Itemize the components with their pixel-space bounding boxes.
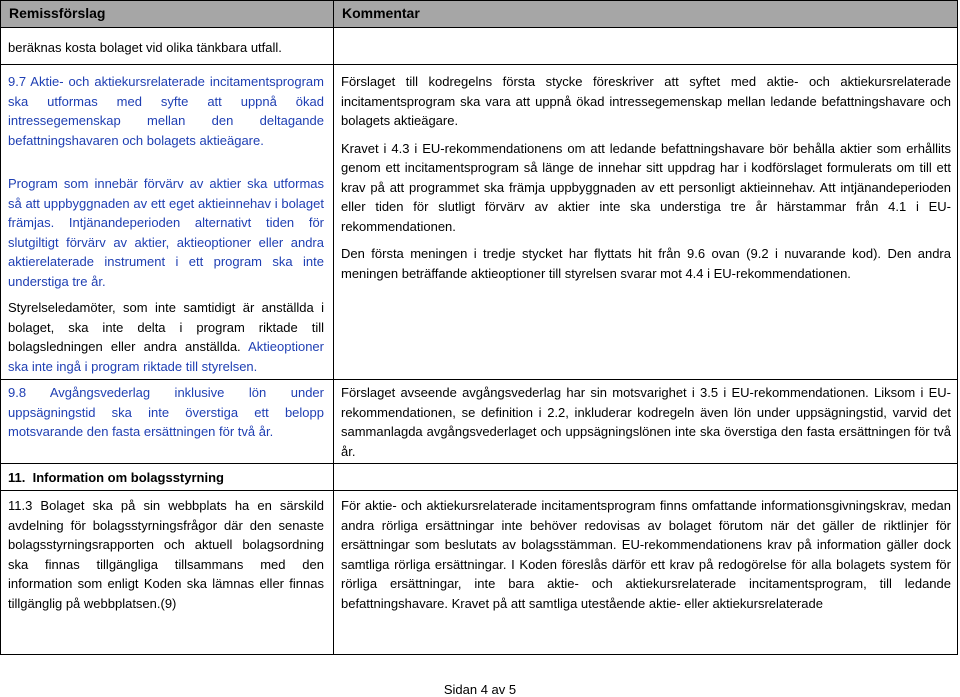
comment-9-7 [341, 72, 951, 283]
row1-left-text: beräknas kosta bolaget vid olika tänkbara utfall. [8, 40, 282, 55]
section-9-7-p2-added-2: Intjänandeperioden alternativt tiden för slutgiltigt förvärv av aktier, aktieoptioner eller andra aktierelaterade instrument i ett program ska inte understiga tre år. [8, 215, 324, 289]
section-9-7-paragraph-2 [8, 174, 324, 291]
row-divider [0, 490, 958, 491]
comment-9-7-paragraph-3: Den första meningen i tredje stycket har flyttats hit från 9.6 ovan (9.2 i nuvarande kod). Den andra meningen beträffande aktieoptioner till styrelsen svarar mot 4.4 i EU-rekommendationen. [341, 246, 951, 281]
comment-9-7-paragraph-1: Förslaget till kodregelns första stycke föreskriver att syftet med aktie- och aktiekursrelaterade incitamentsprogram ska vara att uppnå ökad intressegemenskap mellan ledande befattningshavare och bolagets aktieägare. [341, 74, 951, 128]
row-divider [0, 64, 958, 65]
section-9-7-text [8, 72, 324, 150]
table-border-left [0, 0, 1, 655]
row-divider [0, 463, 958, 464]
section-11-3-text: 11.3 Bolaget ska på sin webbplats ha en särskild avdelning för bolagsstyrningsfrågor där den senaste bolagsstyrningsrapporten och aktuell bolagsordning ska finnas tillgängliga tillsammans med den information som enligt Koden ska lämnas eller finnas tillgänglig på webbplatsen.(9) [8, 498, 324, 611]
section-9-8-text: 9.8 Avgångsvederlag inklusive lön under uppsägningstid ska inte överstiga ett belopp motsvarande den fasta ersättningen för två år. [8, 385, 324, 439]
header-kommentar: Kommentar [342, 5, 420, 21]
comment-11-3: För aktie- och aktiekursrelaterade incitamentsprogram finns omfattande informationsgivningskrav, medan andra rörliga ersättningar inte behöver redovisas av bolaget förutom när det gäller de riktlinjer för ersättningar som beslutats av bolagsstämman. EU-rekommendationens krav på information gäller dock samtliga rörliga ersättningar. I Koden föreslås därför ett krav på redogörelse för alla bolagets system för rörliga ersättningar, inte bara aktie- och aktiekursrelaterade incitamentsprogram, till ledande befattningshavare. Kravet på att samtliga utestående aktie- eller aktiekursrelaterade [341, 498, 951, 611]
section-9-7-paragraph-1: 9.7 Aktie- och aktiekursrelaterade incitamentsprogram ska utformas med syfte att uppnå ökad intressegemenskap mellan den deltagande befattningshavaren och bolagets aktieägare. [8, 74, 324, 148]
page-number: Sidan 4 av 5 [443, 682, 517, 697]
row-divider [0, 379, 958, 380]
section-9-7-p2-added: Program som innebär förvärv av aktier ska utformas så att uppbyggnaden av ett eget aktieinnehav i bolaget främjas. [8, 176, 324, 230]
column-divider [333, 0, 334, 655]
table-bottom-border [0, 654, 958, 655]
header-remissforslag: Remissförslag [9, 5, 106, 21]
section-9-7-p3-text: Styrelseledamöter, som inte samtidigt är anställda i bolaget, ska inte delta i program riktade till bolagsledningen eller andra anställda. [8, 300, 324, 354]
section-9-7-paragraph-3 [8, 298, 324, 376]
table-header [0, 0, 958, 28]
comment-9-7-paragraph-2: Kravet i 4.3 i EU-rekommendationens om att ledande befattningshavare bör behålla aktier som erhållits genom ett incitamentsprogram så länge de innehar sitt uppdrag har i kodförslaget formulerats om till ett krav på att programmet ska främja uppbyggnaden av ett personligt aktieinnehav. Att intjänandeperioden eller tiden för slutligt förvärv av aktier inte ska understiga tre år härstammar från 4.1 i EU-rekommendationen. [341, 140, 951, 234]
section-11-heading: 11. Information om bolagsstyrning [8, 470, 224, 485]
table-border-right [957, 0, 958, 655]
section-9-7-p3-added: Aktieoptioner ska inte ingå i program riktade till styrelsen. [8, 339, 324, 374]
comment-9-8: Förslaget avseende avgångsvederlag har sin motsvarighet i 3.5 i EU-rekommendationen. Liksom i EU-rekommendationen, se definition i 2.2, inkluderar kodregeln även lön under uppsägningstid, varvid det sammanlagda avgångsvederlaget och uppsägningslönen inte ska överstiga den fasta ersättningen för två år. [341, 385, 951, 459]
